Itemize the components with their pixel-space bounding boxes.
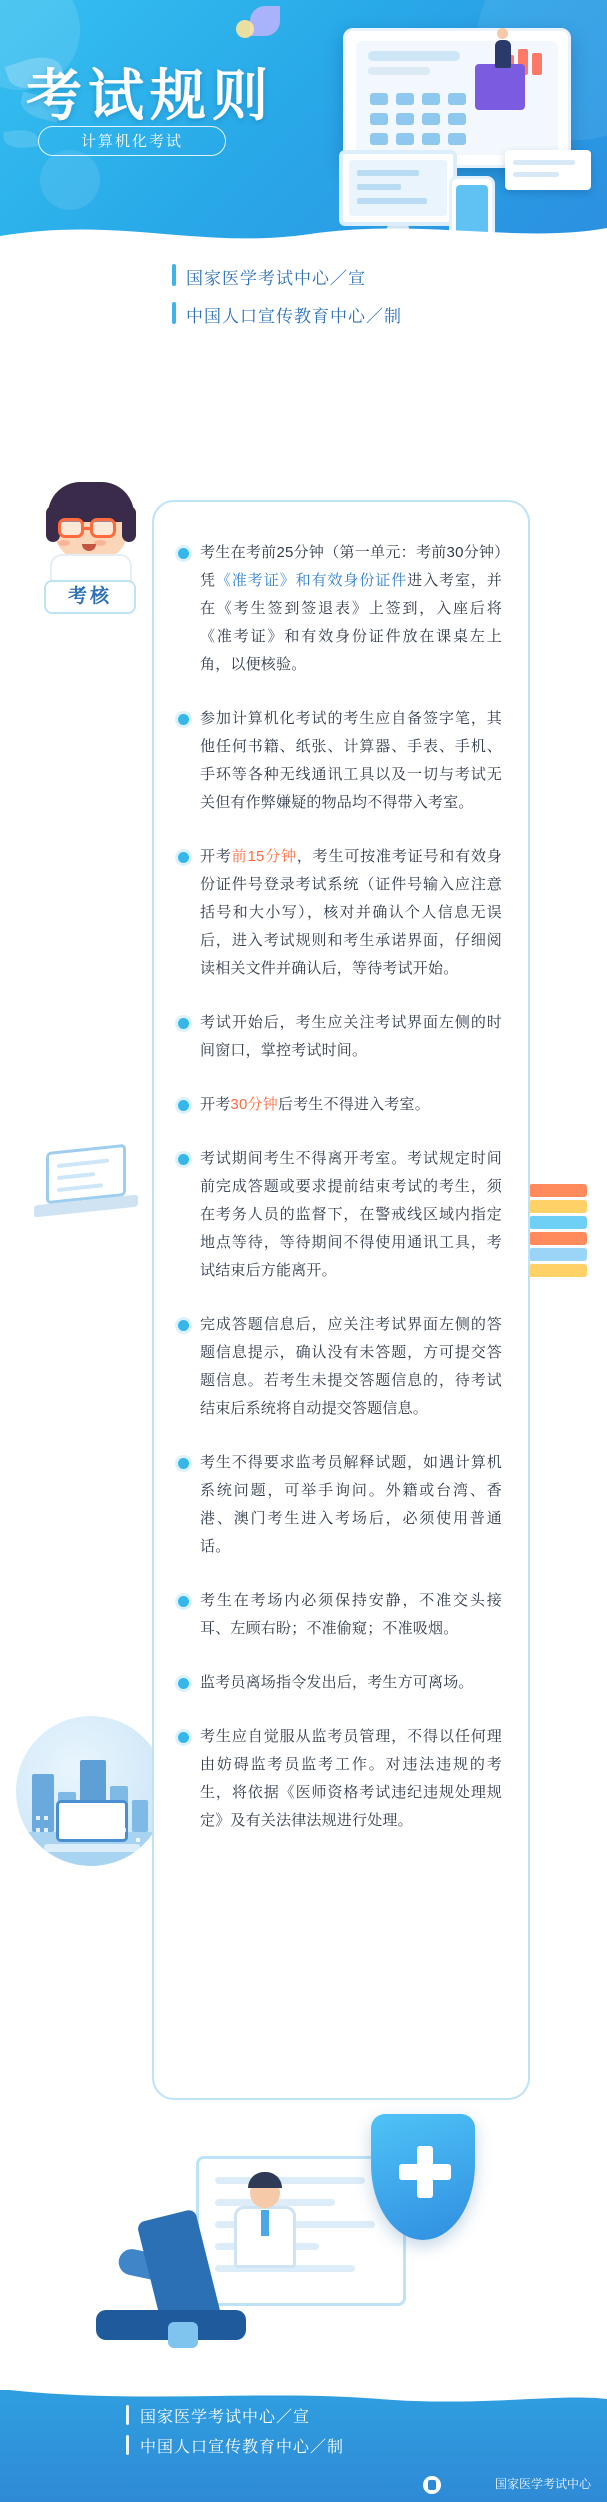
rule-text-segment: 开考 [200, 848, 232, 865]
footer-line-2: 中国人口宣传教育中心／制 [140, 2439, 345, 2456]
wave-divider [0, 2389, 607, 2405]
laptop-keyboard [44, 1844, 140, 1852]
book-icon [529, 1264, 587, 1277]
accent-bar [126, 2435, 129, 2455]
rule-item [178, 705, 502, 817]
org-logo-icon [423, 2476, 441, 2494]
medical-cross-icon [399, 2164, 451, 2180]
window-icon [36, 1816, 40, 1820]
org-line-1: 国家医学考试中心／宣 [186, 269, 366, 288]
screen-line [57, 1172, 95, 1180]
seat-icon [370, 93, 388, 105]
seat-icon [422, 133, 440, 145]
rule-text-segment: 后考生不得进入考室。 [277, 1096, 430, 1113]
window-icon [84, 1820, 88, 1824]
petal-icon [250, 6, 280, 36]
seat-icon [422, 93, 440, 105]
accent-bar [126, 2405, 129, 2425]
screen-line [357, 198, 427, 204]
rule-text-segment: 考生应自觉服从监考员管理，不得以任何理由妨碍监考员监考工作。对违法违规的考生，将依据《医师资格考试违纪违规处理规定》及有关法律法规进行处理。 [200, 1728, 502, 1829]
book-illustration [505, 150, 591, 190]
book-line [513, 172, 559, 177]
book-icon [529, 1216, 587, 1229]
book-icon [529, 1248, 587, 1261]
city-illustration [16, 1716, 166, 1866]
rule-text-segment: 《准考证》和有效身份证件 [215, 572, 408, 589]
seat-icon [448, 93, 466, 105]
decorative-blob [40, 150, 100, 210]
bottom-illustration [0, 2060, 607, 2390]
screen-line [357, 184, 401, 190]
main-content [0, 348, 607, 2246]
rule-item [178, 1587, 502, 1643]
seat-icon [370, 113, 388, 125]
window-icon [92, 1820, 96, 1824]
rule-text-segment: 前15分钟 [231, 848, 297, 865]
dot-icon [236, 20, 254, 38]
monitor-screen [349, 160, 447, 216]
rule-text-segment: 进入考室，并在《考生签到签退表》上签到，入座后将《准考证》和有效身份证件放在课桌左上角，以便核验。 [200, 572, 503, 673]
rule-text-segment: 考生在考前25分钟（第一单元：考前30分钟）凭 [200, 544, 502, 589]
seat-icon [422, 113, 440, 125]
screen-line [368, 51, 460, 61]
rule-item [178, 843, 502, 983]
rules-list [154, 502, 528, 2098]
screen-line [57, 1183, 103, 1192]
podium-icon [475, 64, 525, 110]
tablet-illustration [343, 28, 571, 168]
rule-item [178, 1009, 502, 1065]
window-icon [70, 1832, 74, 1836]
rule-item [178, 539, 502, 679]
doctor-tie-icon [261, 2210, 269, 2236]
rule-text-segment: 考试开始后，考生应关注考试界面左侧的时间窗口，掌控考试时间。 [200, 1014, 502, 1059]
seat-icon [448, 113, 466, 125]
person-body-icon [495, 40, 511, 68]
window-icon [100, 1808, 104, 1812]
cheek-icon [58, 540, 70, 546]
window-icon [36, 1828, 40, 1832]
person-head-icon [497, 28, 508, 39]
org-line-2: 中国人口宣传教育中心／制 [186, 307, 402, 326]
seat-icon [396, 113, 414, 125]
glasses-icon [58, 518, 84, 538]
rule-text-segment: 完成答题信息后，应关注考试界面左侧的答题信息提示，确认没有未答题，方可提交答题信息。若考生未提交答题信息的，待考试结束后系统将自动提交答题信息。 [200, 1316, 502, 1417]
screen-line [357, 170, 419, 176]
screen-line [368, 67, 430, 75]
rule-text-segment: 30分钟 [230, 1096, 278, 1113]
rule-text-segment: ，考生可按准考证号和有效身份证件号登录考试系统（证件号输入应注意括号和大小写），核对并确认个人信息无误后，进入考试规则和考生承诺界面，仔细阅读相关文件并确认后，等待考试开始。 [200, 848, 502, 977]
window-icon [122, 1828, 126, 1832]
building-icon [132, 1800, 148, 1832]
chart-bar [532, 53, 542, 75]
books-illustration [529, 1184, 589, 1280]
window-icon [84, 1808, 88, 1812]
doc-line [215, 2177, 365, 2184]
page-subtitle: 计算机化考试 [38, 126, 226, 156]
examiner-avatar [20, 488, 160, 618]
book-icon [529, 1184, 587, 1197]
seat-icon [370, 133, 388, 145]
rule-text-segment: 考生不得要求监考员解释试题，如遇计算机系统问题，可举手询问。外籍或台湾、香港、澳门考生进入考场后，必须使用普通话。 [200, 1454, 502, 1555]
rule-text-segment: 开考 [200, 1096, 231, 1113]
building-icon [32, 1774, 54, 1832]
rule-text-segment: 监考员离场指令发出后，考生方可离场。 [200, 1674, 474, 1691]
window-icon [44, 1828, 48, 1832]
rule-item [178, 1449, 502, 1561]
seat-icon [396, 93, 414, 105]
rules-card [152, 500, 530, 2100]
rule-text-segment: 考生在考场内必须保持安静，不准交头接耳、左顾右盼；不准偷窥；不准吸烟。 [200, 1592, 502, 1637]
laptop-screen [46, 1144, 126, 1204]
laptop-illustration [34, 1148, 138, 1224]
window-icon [136, 1838, 140, 1842]
rule-item [178, 1669, 502, 1697]
rule-item [178, 1311, 502, 1423]
hero-banner [0, 0, 607, 248]
screen-line [57, 1159, 109, 1168]
window-icon [44, 1816, 48, 1820]
rule-item [178, 1145, 502, 1285]
organization-block [0, 248, 607, 348]
rule-item [178, 1723, 502, 1835]
rule-text-segment: 参加计算机化考试的考生应自备签字笔，其他任何书籍、纸张、计算器、手表、手机、手环等各种无线通讯工具以及一切与考试无关但有作弊嫌疑的物品均不得带入考室。 [200, 710, 502, 811]
window-icon [62, 1832, 66, 1836]
glasses-icon [90, 518, 116, 538]
footer-credit: 国家医学考试中心 [494, 2477, 591, 2491]
microscope-lens [168, 2322, 198, 2348]
book-line [513, 160, 575, 165]
book-icon [529, 1232, 587, 1245]
seat-icon [448, 133, 466, 145]
hair-side-icon [122, 506, 136, 542]
page-title: 考试规则 [26, 64, 274, 129]
footer-bar [0, 2390, 607, 2502]
wave-divider [0, 210, 607, 248]
window-icon [92, 1808, 96, 1812]
glasses-bridge-icon [84, 527, 92, 530]
accent-bar [172, 302, 176, 324]
window-icon [100, 1820, 104, 1824]
footer-line-1: 国家医学考试中心／宣 [140, 2409, 311, 2426]
book-icon [529, 1200, 587, 1213]
rule-text-segment: 考试期间考生不得离开考室。考试规定时间前完成答题或要求提前结束考试的考生，须在考务人员的监督下，在警戒线区域内指定地点等待，等待期间不得使用通讯工具，考试结束后方能离开。 [200, 1150, 502, 1279]
window-icon [114, 1828, 118, 1832]
seat-icon [396, 133, 414, 145]
rule-item [178, 1091, 502, 1119]
tablet-screen [356, 41, 558, 155]
section-badge: 考核 [44, 580, 136, 614]
accent-bar [172, 264, 176, 286]
